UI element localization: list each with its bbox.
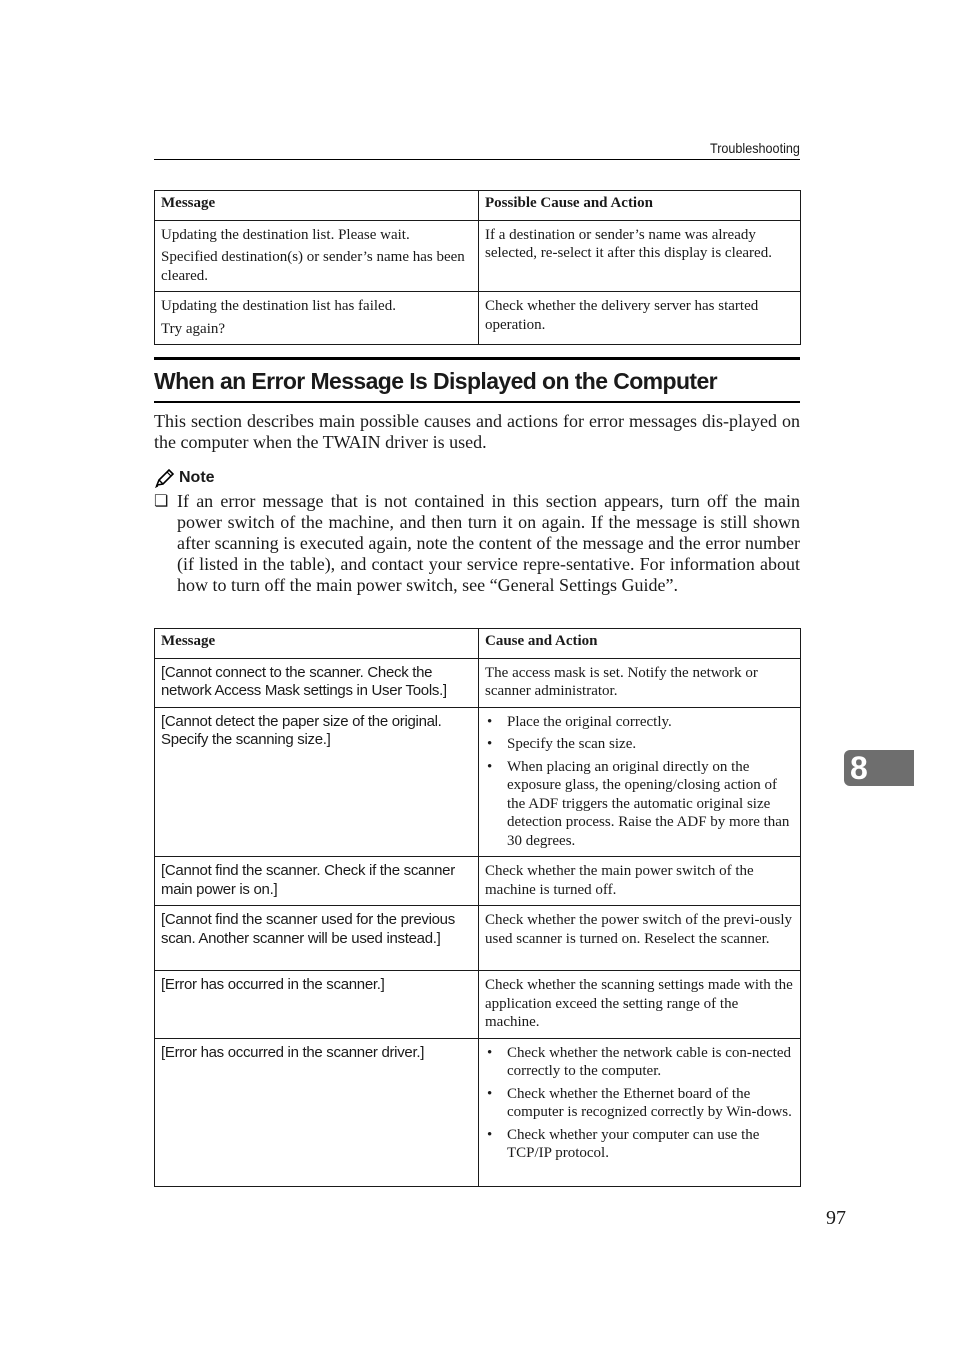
table-row	[155, 857, 801, 906]
table-row	[155, 906, 801, 971]
action-list	[485, 713, 794, 851]
column-header-message: Message	[155, 191, 479, 221]
action-cell	[479, 707, 801, 857]
note-body	[154, 491, 800, 596]
list-item: • Check whether your computer can use the TCP/IP protocol.	[485, 1126, 794, 1163]
running-header	[154, 138, 800, 160]
note-heading	[154, 466, 215, 490]
action-cell: Check whether the main power switch of the machine is turned off.	[479, 857, 801, 906]
section-rule-bottom	[154, 401, 800, 403]
chapter-number: 8	[850, 750, 868, 786]
message-line: Try again?	[161, 320, 226, 337]
action-cell: Check whether the power switch of the previ-ously used scanner is turned on. Reselect the scanner.	[479, 906, 801, 971]
status-message-table	[154, 190, 801, 345]
table-header-row	[155, 629, 801, 659]
action-list	[485, 1044, 794, 1163]
table-row	[155, 220, 801, 292]
message-cell	[155, 220, 479, 292]
column-header-cause-action: Cause and Action	[479, 629, 801, 659]
error-message-cell: [Error has occurred in the scanner.]	[155, 971, 479, 1039]
note-text: If an error message that is not contained in this section appears, turn off the main power switch of the machine, and then turn it on again. If the message is still shown after scanning is executed again, note the content of the message and the error number (if listed in the table), and contact your service repre-sentative. For information about how to turn off the main power switch, see “General Settings Guide”.	[177, 491, 800, 595]
list-item: • Place the original correctly.	[485, 713, 794, 732]
action-cell: Check whether the delivery server has started operation.	[479, 292, 801, 345]
checkbox-icon: ❏	[154, 493, 169, 510]
section-rule-top	[154, 357, 800, 360]
table-header-row	[155, 191, 801, 221]
error-message-cell: [Cannot connect to the scanner. Check the network Access Mask settings in User Tools.]	[155, 658, 479, 707]
chapter-tab	[844, 750, 914, 786]
error-message-cell: [Cannot detect the paper size of the original. Specify the scanning size.]	[155, 707, 479, 857]
table-row	[155, 292, 801, 345]
column-header-cause-action: Possible Cause and Action	[479, 191, 801, 221]
pencil-icon	[154, 468, 176, 488]
message-line: Updating the destination list has failed.	[161, 298, 396, 314]
error-message-cell: [Error has occurred in the scanner driver.]	[155, 1038, 479, 1186]
error-message-cell: [Cannot find the scanner. Check if the scanner main power is on.]	[155, 857, 479, 906]
action-cell: If a destination or sender’s name was already selected, re-select it after this display is cleared.	[479, 220, 801, 292]
note-label: Note	[179, 469, 215, 486]
message-line: Updating the destination list. Please wait.	[161, 226, 410, 243]
error-message-cell: [Cannot find the scanner used for the previous scan. Another scanner will be used instead.]	[155, 906, 479, 971]
message-cell	[155, 292, 479, 345]
table-row	[155, 707, 801, 857]
action-cell	[479, 1038, 801, 1186]
table-row	[155, 658, 801, 707]
section-intro: This section describes main possible causes and actions for error messages dis-played on the computer when the TWAIN driver is used.	[154, 411, 800, 452]
section-title: When an Error Message Is Displayed on the Computer	[154, 368, 718, 394]
error-message-table	[154, 628, 801, 1187]
table-row	[155, 971, 801, 1039]
message-line: Specified destination(s) or sender’s name has been cleared.	[161, 249, 465, 284]
table-row	[155, 1038, 801, 1186]
action-cell: Check whether the scanning settings made with the application exceed the setting range of the machine.	[479, 971, 801, 1039]
list-item: • When placing an original directly on the exposure glass, the opening/closing action of the ADF triggers the automatic original size detection process. Raise the ADF by more than 30 degrees.	[485, 758, 794, 851]
running-header-section: Troubleshooting	[710, 140, 800, 156]
list-item: • Specify the scan size.	[485, 735, 794, 754]
column-header-message: Message	[155, 629, 479, 659]
list-item: • Check whether the Ethernet board of the computer is recognized correctly by Win-dows.	[485, 1085, 794, 1122]
list-item: • Check whether the network cable is con-nected correctly to the computer.	[485, 1044, 794, 1081]
action-cell: The access mask is set. Notify the network or scanner administrator.	[479, 658, 801, 707]
page-number: 97	[826, 1207, 846, 1229]
